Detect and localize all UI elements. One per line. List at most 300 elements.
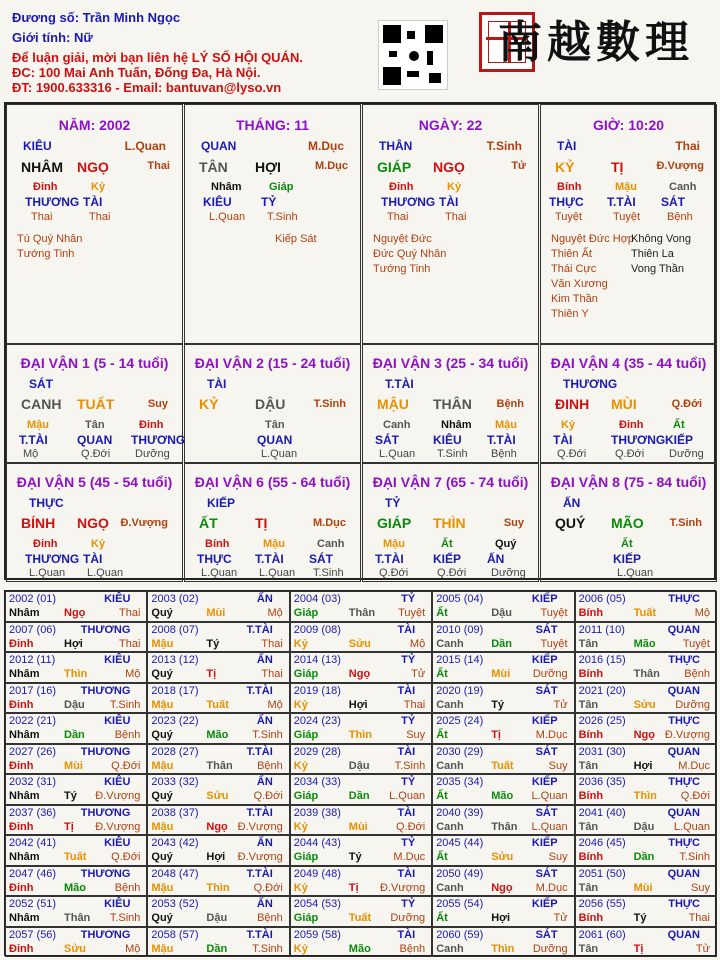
- hidden-stage: Tuyệt: [555, 211, 583, 223]
- year-stage: T.Sinh: [109, 698, 141, 711]
- star-note: Thiên La: [631, 248, 674, 260]
- hidden-stage: Q.Đới: [81, 448, 111, 460]
- year-stage: Đ.Vượng: [237, 851, 283, 863]
- dai-van-star: TỶ: [385, 496, 401, 510]
- year-branch: Dần: [633, 851, 655, 863]
- year-stem: Ất: [436, 790, 448, 802]
- hidden-god: T.TÀI: [19, 433, 48, 447]
- year-branch: Tý: [633, 912, 647, 924]
- year-branch: Hợi: [64, 637, 83, 650]
- hidden-stage: Dưỡng: [669, 448, 704, 460]
- year-stage: Đ.Vượng: [237, 820, 283, 833]
- dai-van-cell: [540, 344, 717, 463]
- pillar-title: NĂM: 2002: [58, 117, 131, 133]
- year-label: 2049 (48): [293, 867, 341, 880]
- year-stem: Giáp: [293, 668, 319, 680]
- year-star: TỶ: [401, 715, 416, 727]
- year-branch: Hợi: [206, 851, 226, 863]
- year-star: THỰC: [668, 837, 700, 849]
- hidden-god: TÀI: [439, 195, 459, 209]
- hidden-stem: Đinh: [619, 419, 644, 431]
- year-branch: Tị: [64, 820, 74, 833]
- year-star: QUAN: [667, 623, 700, 636]
- year-star: THƯƠNG: [80, 928, 131, 941]
- year-star: KIẾP: [531, 776, 558, 788]
- year-star: SÁT: [535, 867, 558, 880]
- year-stage: M.Dục: [535, 881, 568, 894]
- year-label: 2006 (05): [578, 593, 626, 605]
- year-stage: Mộ: [267, 607, 283, 619]
- dai-van-branch: THÂN: [433, 396, 472, 412]
- year-stem: Canh: [436, 698, 464, 711]
- year-star: ẤN: [256, 715, 273, 727]
- year-branch: Thìn: [64, 668, 88, 680]
- dai-van-stem: ẤT: [199, 515, 218, 531]
- star-note: Không Vong: [631, 233, 691, 245]
- year-branch: Thân: [348, 607, 376, 619]
- year-star: KIÊU: [104, 715, 131, 727]
- year-star: TÀI: [397, 684, 416, 697]
- earthly-branch: NGỌ: [77, 159, 109, 175]
- hidden-god: QUAN: [257, 433, 293, 447]
- hidden-god: T.TÀI: [375, 552, 404, 566]
- year-stage: Bệnh: [257, 759, 283, 772]
- dai-van-star: T.TÀI: [385, 377, 414, 391]
- year-stage: L.Quan: [673, 820, 710, 833]
- year-star: SÁT: [535, 928, 558, 941]
- dai-van-stage: M.Dục: [313, 517, 346, 529]
- year-label: 2023 (22): [151, 715, 199, 727]
- year-stem: Canh: [436, 820, 464, 833]
- year-branch: Tý: [491, 698, 505, 711]
- year-stage: Bệnh: [257, 912, 283, 924]
- year-cell: [575, 591, 717, 622]
- year-label: 2046 (45): [578, 837, 626, 849]
- year-stage: Tử: [553, 698, 568, 711]
- hidden-stem: Ất: [673, 419, 685, 431]
- year-label: 2017 (16): [9, 684, 57, 697]
- hidden-god: THỰC: [197, 552, 232, 566]
- year-label: 2025 (24): [436, 715, 484, 727]
- year-stage: Tuyệt: [682, 637, 710, 650]
- hidden-stage: Thai: [31, 211, 53, 223]
- year-stem: Nhâm: [9, 851, 40, 863]
- year-star: T.TÀI: [246, 745, 273, 758]
- year-label: 2058 (57): [151, 928, 199, 941]
- year-label: 2016 (15): [578, 654, 626, 666]
- year-branch: Thân: [64, 912, 91, 924]
- hidden-stage: L.Quan: [379, 448, 416, 460]
- year-star: KIÊU: [104, 837, 131, 849]
- header: [0, 0, 720, 100]
- year-stem: Quý: [151, 729, 173, 741]
- year-stage: Bệnh: [399, 942, 426, 955]
- year-stage: L.Quan: [531, 820, 568, 833]
- year-stem: Bính: [578, 668, 604, 680]
- year-star: KIẾP: [531, 898, 558, 910]
- hidden-god: THƯƠNG: [25, 195, 80, 209]
- hidden-stem: Mậu: [263, 538, 285, 550]
- year-stage: T.Sinh: [109, 912, 141, 924]
- year-cell: [5, 896, 147, 927]
- hidden-stage: L.Quan: [259, 567, 296, 579]
- year-cell: [290, 896, 432, 927]
- year-star: TỶ: [401, 776, 416, 788]
- year-label: 2059 (58): [293, 928, 341, 941]
- year-branch: Thìn: [633, 790, 657, 802]
- year-label: 2010 (09): [436, 623, 484, 636]
- year-stem: Tân: [578, 942, 599, 955]
- year-stage: M.Dục: [535, 729, 568, 741]
- year-star: KIẾP: [531, 593, 558, 605]
- year-cell: [290, 744, 432, 775]
- year-cell: [290, 835, 432, 866]
- year-stage: Đ.Vượng: [380, 881, 426, 894]
- year-cell: [290, 774, 432, 805]
- year-stem: Mậu: [151, 881, 174, 894]
- hidden-stage: L.Quan: [617, 567, 654, 579]
- year-cell: [5, 927, 147, 958]
- year-stem: Nhâm: [9, 790, 40, 802]
- year-label: 2044 (43): [293, 837, 341, 849]
- year-stage: Đ.Vượng: [95, 820, 141, 833]
- dai-van-stem: KỶ: [199, 396, 219, 412]
- year-stage: Bệnh: [114, 729, 141, 741]
- year-label: 2038 (37): [151, 806, 199, 819]
- year-stem: Bính: [578, 607, 604, 619]
- hidden-god: T.TÀI: [255, 552, 284, 566]
- dai-van-cell: [362, 344, 539, 463]
- year-cell: [575, 896, 717, 927]
- hidden-stage: Q.Đới: [557, 448, 587, 460]
- year-branch: Mùi: [206, 607, 226, 619]
- star-note: Thiên Ất: [551, 248, 592, 260]
- dai-van-star: KIẾP: [207, 496, 236, 510]
- year-stem: Canh: [436, 759, 464, 772]
- year-cell: [147, 683, 289, 714]
- year-cell: [575, 744, 717, 775]
- annual-table: [4, 590, 716, 956]
- dai-van-star: TÀI: [207, 377, 227, 391]
- year-stage: Thai: [403, 698, 426, 711]
- year-stem: Tân: [578, 820, 599, 833]
- year-label: 2012 (11): [9, 654, 56, 666]
- dai-van-cell: [184, 463, 361, 582]
- year-stem: Quý: [151, 668, 173, 680]
- hidden-stage: T.Sinh: [267, 211, 298, 223]
- year-cell: [290, 652, 432, 683]
- year-star: SÁT: [535, 806, 558, 819]
- year-stem: Giáp: [293, 790, 319, 802]
- year-star: THƯƠNG: [80, 806, 131, 819]
- year-star: ẤN: [256, 776, 273, 788]
- dai-van-stem: GIÁP: [377, 515, 412, 531]
- year-branch: Tuất: [348, 912, 372, 924]
- year-cell: [575, 927, 717, 958]
- pillar-cell: [6, 104, 183, 344]
- year-stage: Thai: [261, 637, 283, 650]
- year-label: 2008 (07): [151, 623, 199, 636]
- year-stem: Giáp: [293, 912, 319, 924]
- dai-van-stem: CANH: [21, 396, 62, 412]
- dai-van-stage: Q.Đới: [671, 398, 702, 410]
- year-stem: Kỷ: [293, 759, 308, 772]
- pillar-cell: [362, 104, 539, 344]
- year-star: KIẾP: [531, 837, 558, 849]
- year-star: TỶ: [401, 593, 416, 605]
- year-stem: Canh: [436, 942, 464, 955]
- year-stem: Mậu: [151, 698, 174, 711]
- year-stage: Thai: [118, 637, 141, 650]
- year-branch: Sửu: [64, 942, 87, 955]
- year-star: TÀI: [397, 745, 416, 758]
- dai-van-branch: TUẤT: [77, 396, 115, 412]
- branch-stage: Tử: [511, 160, 526, 172]
- year-label: 2028 (27): [151, 745, 199, 758]
- year-label: 2052 (51): [9, 898, 57, 910]
- year-branch: Tuất: [206, 698, 229, 711]
- year-stem: Mậu: [151, 942, 174, 955]
- year-star: ẤN: [256, 837, 273, 849]
- dai-van-cell: [540, 463, 717, 582]
- hidden-stem: Nhâm: [441, 419, 472, 431]
- pillar-stage: M.Dục: [308, 139, 344, 153]
- year-stem: Tân: [578, 698, 599, 711]
- year-cell: [5, 774, 147, 805]
- year-star: THỰC: [668, 776, 700, 788]
- year-branch: Tý: [348, 851, 362, 863]
- year-stage: Tuyệt: [540, 637, 568, 650]
- year-stem: Tân: [578, 637, 599, 650]
- dai-van-cell: [184, 344, 361, 463]
- year-stem: Quý: [151, 851, 173, 863]
- star-note: Nguyệt Đức: [373, 233, 432, 245]
- hidden-stem: Canh: [669, 181, 697, 193]
- year-cell: [147, 927, 289, 958]
- year-branch: Dậu: [64, 698, 85, 711]
- year-stem: Kỷ: [293, 942, 308, 955]
- hidden-stem: Ất: [441, 538, 453, 550]
- year-label: 2004 (03): [293, 593, 341, 605]
- earthly-branch: NGỌ: [433, 159, 465, 175]
- hidden-god: KIẾP: [665, 433, 694, 447]
- hidden-god: THỰC: [549, 195, 584, 209]
- year-branch: Thân: [633, 668, 660, 680]
- hidden-stem: Kỷ: [91, 181, 106, 193]
- hidden-stem: Tân: [85, 419, 105, 431]
- year-label: 2019 (18): [293, 684, 341, 697]
- year-star: T.TÀI: [246, 867, 273, 880]
- year-branch: Mùi: [348, 820, 368, 833]
- year-star: ẤN: [256, 654, 273, 666]
- hidden-stem: Canh: [383, 419, 411, 431]
- hidden-god: THƯƠNG: [611, 433, 666, 447]
- year-stem: Tân: [578, 759, 599, 772]
- dai-van-title: ĐẠI VẬN 5 (45 - 54 tuổi): [16, 474, 173, 490]
- year-cell: [432, 622, 574, 653]
- year-branch: Dậu: [348, 759, 370, 772]
- year-stage: Q.Đới: [111, 851, 141, 863]
- year-cell: [432, 866, 574, 897]
- year-star: ẤN: [256, 593, 273, 605]
- year-branch: Tị: [206, 668, 217, 680]
- hidden-stage: L.Quan: [209, 211, 246, 223]
- year-cell: [432, 744, 574, 775]
- year-label: 2061 (60): [578, 928, 626, 941]
- year-star: TỶ: [401, 837, 416, 849]
- dai-van-stage: Suy: [147, 398, 168, 410]
- year-stem: Bính: [578, 851, 604, 863]
- year-star: QUAN: [667, 745, 700, 758]
- dai-van-title: ĐẠI VẬN 4 (35 - 44 tuổi): [550, 355, 707, 371]
- year-stem: Mậu: [151, 759, 174, 772]
- hidden-stem: Kỷ: [561, 419, 576, 431]
- year-branch: Sửu: [348, 637, 371, 650]
- hidden-god: KIẾP: [433, 552, 462, 566]
- year-cell: [5, 866, 147, 897]
- year-stem: Kỷ: [293, 637, 308, 650]
- year-star: THƯƠNG: [80, 684, 131, 697]
- year-branch: Hợi: [348, 698, 368, 711]
- hidden-god: SÁT: [661, 195, 685, 209]
- year-label: 2048 (47): [151, 867, 199, 880]
- star-note: Tướng Tinh: [17, 248, 75, 260]
- year-branch: Dần: [348, 790, 370, 802]
- year-label: 2041 (40): [578, 806, 626, 819]
- year-label: 2020 (19): [436, 684, 484, 697]
- dai-van-title: ĐẠI VẬN 7 (65 - 74 tuổi): [372, 474, 529, 490]
- year-star: SÁT: [535, 623, 558, 636]
- year-cell: [147, 774, 289, 805]
- dai-van-title: ĐẠI VẬN 6 (55 - 64 tuổi): [194, 474, 351, 490]
- year-label: 2037 (36): [9, 806, 57, 819]
- pillar-star: THÂN: [379, 139, 413, 153]
- year-branch: Dậu: [206, 912, 228, 924]
- year-stage: Thai: [118, 607, 141, 619]
- hidden-stage: Thai: [387, 211, 409, 223]
- year-stage: Tử: [553, 912, 568, 924]
- dai-van-branch: THÌN: [433, 515, 466, 531]
- year-stem: Quý: [151, 790, 173, 802]
- heavenly-stem: GIÁP: [377, 159, 412, 175]
- year-cell: [5, 591, 147, 622]
- hidden-god: T.TÀI: [487, 433, 516, 447]
- hidden-god: TỶ: [261, 195, 277, 209]
- branch-stage: M.Dục: [315, 160, 348, 172]
- year-cell: [432, 835, 574, 866]
- year-cell: [147, 591, 289, 622]
- hidden-stem: Mậu: [383, 538, 405, 550]
- year-stage: Thai: [261, 668, 283, 680]
- hidden-stage: Tuyệt: [613, 211, 641, 223]
- pillar-cell: [184, 104, 361, 344]
- dai-van-branch: DẬU: [255, 396, 286, 412]
- year-stem: Ất: [436, 912, 448, 924]
- star-note: Kiếp Sát: [275, 233, 317, 245]
- year-star: KIẾP: [531, 654, 558, 666]
- branch-stage: Thai: [147, 160, 170, 172]
- year-cell: [147, 805, 289, 836]
- year-stage: Suy: [548, 759, 568, 772]
- year-star: QUAN: [667, 806, 700, 819]
- year-cell: [147, 622, 289, 653]
- earthly-branch: TỊ: [611, 159, 624, 175]
- year-label: 2053 (52): [151, 898, 199, 910]
- year-label: 2027 (26): [9, 745, 57, 758]
- year-branch: Mùi: [633, 881, 653, 894]
- star-note: Tướng Tinh: [373, 263, 431, 275]
- year-branch: Tị: [633, 942, 644, 955]
- year-cell: [290, 805, 432, 836]
- year-cell: [432, 591, 574, 622]
- year-cell: [432, 774, 574, 805]
- year-star: T.TÀI: [246, 928, 273, 941]
- year-cell: [290, 683, 432, 714]
- year-cell: [432, 713, 574, 744]
- year-label: 2056 (55): [578, 898, 626, 910]
- hidden-stem: Nhâm: [211, 181, 242, 193]
- year-label: 2036 (35): [578, 776, 626, 788]
- year-stem: Mậu: [151, 637, 174, 650]
- year-branch: Tý: [206, 637, 220, 650]
- dai-van-branch: NGỌ: [77, 515, 109, 531]
- year-cell: [5, 805, 147, 836]
- year-stem: Tân: [578, 881, 599, 894]
- year-star: QUAN: [667, 684, 700, 697]
- year-stem: Quý: [151, 607, 173, 619]
- year-label: 2054 (53): [293, 898, 341, 910]
- hidden-stage: L.Quan: [29, 567, 66, 579]
- hidden-stem: Kỷ: [91, 538, 106, 550]
- pillar-stage: L.Quan: [124, 139, 166, 153]
- year-branch: Sửu: [633, 698, 656, 711]
- year-branch: Mão: [206, 729, 229, 741]
- year-label: 2060 (59): [436, 928, 484, 941]
- year-stage: Q.Đới: [253, 881, 283, 894]
- pillar-star: QUAN: [201, 139, 237, 153]
- year-branch: Thìn: [348, 729, 373, 741]
- branch-stage: Đ.Vượng: [656, 160, 704, 172]
- hidden-stage: L.Quan: [201, 567, 238, 579]
- year-label: 2009 (08): [293, 623, 341, 636]
- year-cell: [290, 591, 432, 622]
- dai-van-stem: BÍNH: [21, 515, 56, 531]
- hidden-stage: Q.Đới: [615, 448, 645, 460]
- pillar-star: TÀI: [557, 139, 577, 153]
- year-star: KIÊU: [104, 776, 131, 788]
- year-stem: Ất: [436, 668, 448, 680]
- hidden-stage: T.Sinh: [437, 448, 468, 460]
- year-cell: [575, 774, 717, 805]
- year-stage: Tuyệt: [398, 607, 426, 619]
- year-stage: Q.Đới: [395, 820, 426, 833]
- year-branch: Dần: [64, 729, 85, 741]
- year-stage: Suy: [548, 851, 568, 863]
- hidden-god: TÀI: [83, 195, 103, 209]
- pillar-stage: Thai: [675, 139, 700, 153]
- year-cell: [575, 713, 717, 744]
- year-stem: Giáp: [293, 729, 319, 741]
- year-star: TỶ: [401, 898, 416, 910]
- year-stage: Q.Đới: [253, 790, 283, 802]
- year-cell: [147, 744, 289, 775]
- star-note: Kim Thần: [551, 293, 598, 305]
- year-cell: [290, 866, 432, 897]
- year-stage: L.Quan: [531, 790, 568, 802]
- dai-van-cell: [6, 463, 183, 582]
- year-branch: Mão: [491, 790, 514, 802]
- hidden-stem: Đinh: [389, 181, 414, 193]
